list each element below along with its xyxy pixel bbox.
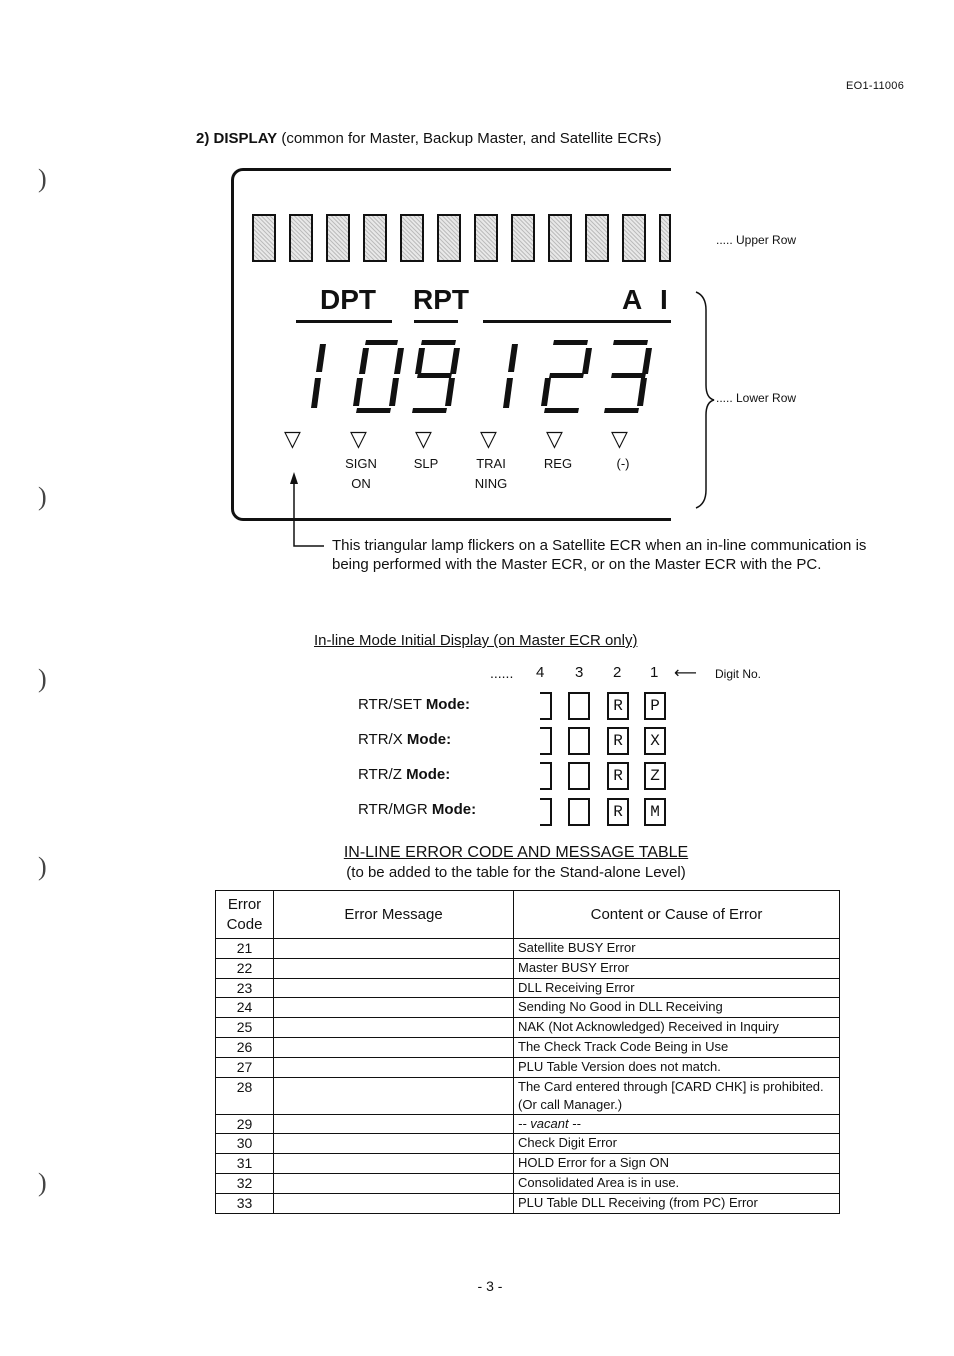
section-heading: DISPLAY xyxy=(213,130,278,147)
triangle-lamp-icon: ▽ xyxy=(611,426,628,451)
lower-row-label: ..... Lower Row xyxy=(716,391,797,405)
seg-digit-9 xyxy=(415,348,425,374)
rpt-label: RPT xyxy=(413,284,469,315)
digit-number: 3 xyxy=(575,664,584,681)
margin-mark: ) xyxy=(38,852,47,881)
digit-2-box: R xyxy=(607,692,629,720)
upper-row-cell xyxy=(474,214,498,262)
upper-row-cell xyxy=(252,214,276,262)
digit-4-box xyxy=(540,727,552,755)
lamp-label: TRAI NING xyxy=(474,456,508,491)
digit-4-box xyxy=(540,798,552,826)
digit-1-box: M xyxy=(644,798,666,826)
seg-digit-0 xyxy=(353,378,363,406)
seg-digit-2 xyxy=(582,348,592,374)
digit-3-box xyxy=(568,762,590,790)
arrow-left-icon: ⟵ xyxy=(674,665,697,682)
mode-label-rtr-z: RTR/Z Mode: xyxy=(358,766,451,783)
upper-row-cell xyxy=(548,214,572,262)
lamp-label: SIGN ON xyxy=(345,456,377,491)
seg-digit-1 xyxy=(503,378,513,408)
row-brace xyxy=(694,290,716,510)
dpt-label: DPT xyxy=(320,284,376,315)
header-error-code: Error Code xyxy=(216,891,274,939)
triangle-lamp-icon: ▽ xyxy=(350,426,367,451)
upper-row-cell xyxy=(659,214,671,262)
seg-digit-2 xyxy=(549,373,584,378)
table-row: 30 Check Digit Error xyxy=(216,1134,840,1154)
seg-digit-9 xyxy=(412,408,447,413)
seg-digit-9 xyxy=(450,348,460,374)
table-row: 26 The Check Track Code Being in Use xyxy=(216,1037,840,1057)
section-number: 2) xyxy=(196,130,210,147)
page-number: - 3 - xyxy=(477,1278,503,1294)
upper-row-cell xyxy=(511,214,535,262)
upper-row-cell xyxy=(622,214,646,262)
seg-digit-0 xyxy=(356,408,391,413)
table-row: 24 Sending No Good in DLL Receiving xyxy=(216,998,840,1018)
upper-row-label: ..... Upper Row xyxy=(716,233,797,247)
digit-number: 1 xyxy=(650,664,659,681)
seg-digit-1 xyxy=(311,378,321,408)
seg-digit-3 xyxy=(613,340,648,345)
digit-3-box xyxy=(568,727,590,755)
seg-digit-1 xyxy=(316,344,326,372)
table-row: 31 HOLD Error for a Sign ON xyxy=(216,1154,840,1174)
lamp-label: (-) xyxy=(616,456,630,471)
digit-2-box: R xyxy=(607,727,629,755)
digit-2-box: R xyxy=(607,762,629,790)
seg-digit-9 xyxy=(445,378,455,406)
margin-mark: ) xyxy=(38,164,47,193)
seg-digit-3 xyxy=(642,348,652,374)
seg-digit-3 xyxy=(604,408,639,413)
triangle-lamp-icon: ▽ xyxy=(546,426,563,451)
digit-4-box xyxy=(540,762,552,790)
upper-row-cell xyxy=(400,214,424,262)
error-table-title: IN-LINE ERROR CODE AND MESSAGE TABLE xyxy=(343,844,689,861)
seg-digit-1 xyxy=(508,344,518,372)
digit-header-prefix: ...... xyxy=(490,665,514,681)
table-row: 23 DLL Receiving Error xyxy=(216,978,840,998)
margin-mark: ) xyxy=(38,1168,47,1197)
upper-row-cell xyxy=(363,214,387,262)
seg-digit-9 xyxy=(417,373,452,378)
upper-row-cell xyxy=(437,214,461,262)
section-subtitle: (common for Master, Backup Master, and Satellite ECRs) xyxy=(281,130,662,147)
pointer-arrow-icon xyxy=(288,470,328,550)
digit-1-box: X xyxy=(644,727,666,755)
seg-digit-9 xyxy=(421,340,456,345)
table-row: 22 Master BUSY Error xyxy=(216,958,840,978)
header-error-message: Error Message xyxy=(274,891,514,939)
digit-3-box xyxy=(568,798,590,826)
seg-digit-0 xyxy=(365,340,398,345)
lamp-note: This triangular lamp flickers on a Satellite ECR when an in-line communication is being performed with the Master ECR, or on the Master ECR with the PC. xyxy=(332,537,867,573)
section-title xyxy=(196,130,661,147)
lower-row-digits xyxy=(300,336,670,416)
table-row: 27 PLU Table Version does not match. xyxy=(216,1057,840,1077)
table-row: 21 Satellite BUSY Error xyxy=(216,939,840,959)
seg-digit-2 xyxy=(541,378,551,406)
digit-2-box: R xyxy=(607,798,629,826)
digit-number: 4 xyxy=(536,664,545,681)
label-underline xyxy=(296,320,392,323)
seg-digit-3 xyxy=(637,378,647,406)
triangle-lamp-icon: ▽ xyxy=(480,426,497,451)
seg-digit-0 xyxy=(394,348,404,374)
seg-digit-0 xyxy=(389,378,399,406)
digit-1-box: Z xyxy=(644,762,666,790)
upper-row-cell xyxy=(326,214,350,262)
header-content-cause: Content or Cause of Error xyxy=(514,891,840,939)
i-label: I xyxy=(660,284,668,315)
mode-label-rtr-mgr: RTR/MGR Mode: xyxy=(358,801,477,818)
document-id: EO1-11006 xyxy=(846,80,905,92)
table-row: 33 PLU Table DLL Receiving (from PC) Error xyxy=(216,1193,840,1213)
triangle-lamp-icon: ▽ xyxy=(284,426,301,451)
seg-digit-0 xyxy=(359,348,369,374)
upper-row-cell xyxy=(585,214,609,262)
table-row: 25 NAK (Not Acknowledged) Received in Inquiry xyxy=(216,1018,840,1038)
digit-1-box: P xyxy=(644,692,666,720)
margin-mark: ) xyxy=(38,664,47,693)
table-row: 28 The Card entered through [CARD CHK] is prohibited. (Or call Manager.) xyxy=(216,1077,840,1114)
lamp-label: REG xyxy=(543,456,573,471)
table-header-row xyxy=(216,891,840,939)
mode-label-rtr-set: RTR/SET Mode: xyxy=(358,696,470,713)
error-code-table xyxy=(215,890,840,1214)
digit-number: 2 xyxy=(613,664,622,681)
error-table-subtitle: (to be added to the table for the Stand-alone Level) xyxy=(346,864,686,881)
seg-digit-2 xyxy=(544,408,579,413)
label-underline xyxy=(414,320,458,323)
upper-row-cell xyxy=(289,214,313,262)
digit-3-box xyxy=(568,692,590,720)
lamp-label: SLP xyxy=(413,456,439,471)
digit-4-box xyxy=(540,692,552,720)
a-label: A xyxy=(622,284,643,315)
digit-no-label: Digit No. xyxy=(715,667,762,681)
seg-digit-2 xyxy=(553,340,588,345)
table-row: 29 -- vacant -- xyxy=(216,1114,840,1134)
margin-mark: ) xyxy=(38,482,47,511)
table-row: 32 Consolidated Area is in use. xyxy=(216,1173,840,1193)
mode-label-rtr-x: RTR/X Mode: xyxy=(358,731,452,748)
upper-row-segments xyxy=(252,214,672,262)
inline-mode-title: In-line Mode Initial Display (on Master ECR only) xyxy=(314,632,638,649)
triangle-lamp-icon: ▽ xyxy=(415,426,432,451)
label-underline xyxy=(483,320,671,323)
seg-digit-3 xyxy=(611,373,646,378)
